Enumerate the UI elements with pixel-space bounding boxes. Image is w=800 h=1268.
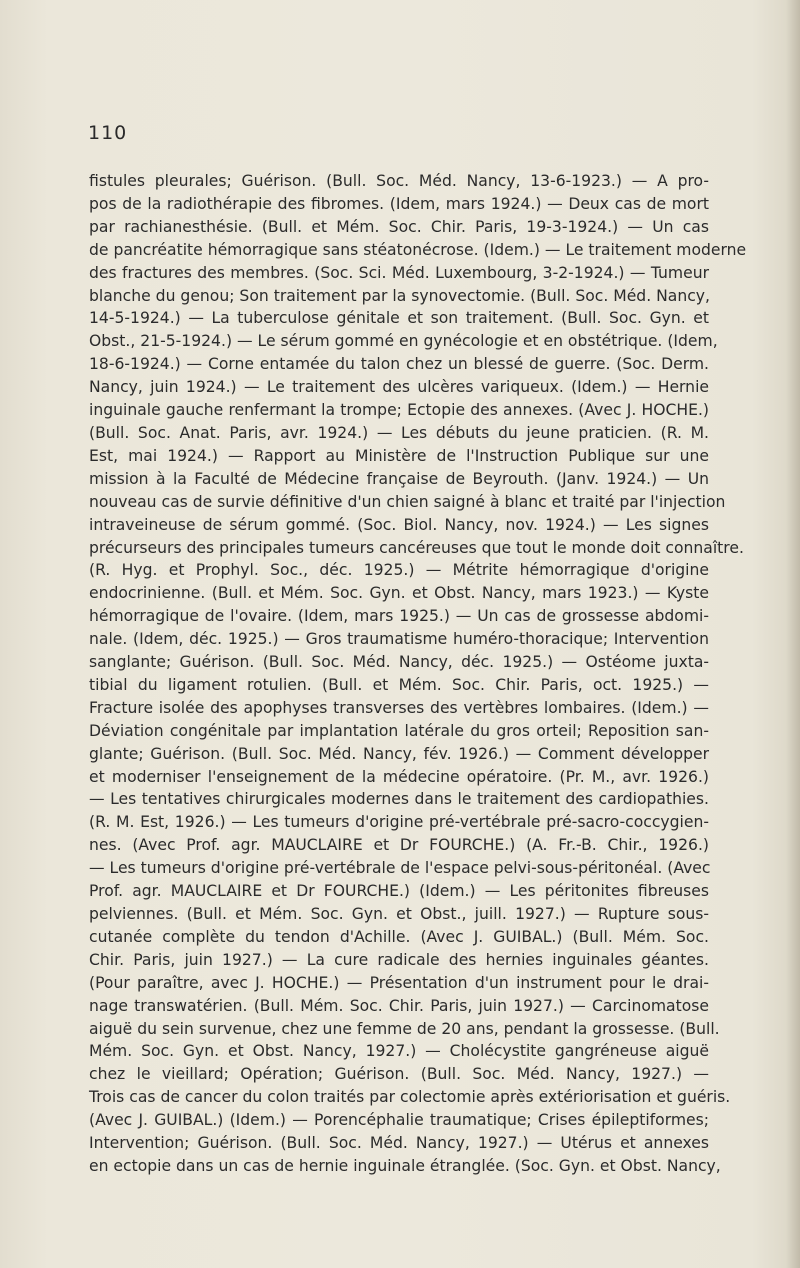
text-line: cutanée complète du tendon d'Achille. (Avec J. GUIBAL.) (Bull. Mém. Soc. xyxy=(89,927,709,946)
text-line: (Pour paraître, avec J. HOCHE.) — Présentation d'un instrument pour le drai- xyxy=(89,973,709,992)
text-line: de pancréatite hémorragique sans stéatonécrose. (Idem.) — Le traitement moderne xyxy=(89,240,747,259)
text-line: intraveineuse de sérum gommé. (Soc. Biol. Nancy, nov. 1924.) — Les signes xyxy=(89,515,709,534)
text-line: Nancy, juin 1924.) — Le traitement des ulcères variqueux. (Idem.) — Hernie xyxy=(89,378,709,397)
text-line: (R. Hyg. et Prophyl. Soc., déc. 1925.) — Métrite hémorragique d'origine xyxy=(89,561,709,580)
text-line: blanche du genou; Son traitement par la synovectomie. (Bull. Soc. Méd. Nancy, xyxy=(89,286,710,305)
text-line: mission à la Faculté de Médecine française de Beyrouth. (Janv. 1924.) — Un xyxy=(89,469,709,488)
text-line: pos de la radiothérapie des fibromes. (Idem, mars 1924.) — Deux cas de mort xyxy=(89,194,709,213)
text-line: tibial du ligament rotulien. (Bull. et Mém. Soc. Chir. Paris, oct. 1925.) — xyxy=(89,675,709,694)
text-line: sanglante; Guérison. (Bull. Soc. Méd. Nancy, déc. 1925.) — Ostéome juxta- xyxy=(89,653,709,672)
text-line: et moderniser l'enseignement de la médecine opératoire. (Pr. M., avr. 1926.) xyxy=(89,767,709,786)
page-edge-shadow xyxy=(786,0,800,1268)
text-line: (Bull. Soc. Anat. Paris, avr. 1924.) — Les débuts du jeune praticien. (R. M. xyxy=(89,423,709,442)
text-line: — Les tentatives chirurgicales modernes dans le traitement des cardiopathies. xyxy=(89,790,709,809)
page-number: 110 xyxy=(88,122,128,144)
text-line: nale. (Idem, déc. 1925.) — Gros traumatisme huméro-thoracique; Intervention xyxy=(89,630,709,649)
text-line: glante; Guérison. (Bull. Soc. Méd. Nancy, fév. 1926.) — Comment développer xyxy=(89,744,709,763)
text-line: 18-6-1924.) — Corne entamée du talon chez un blessé de guerre. (Soc. Derm. xyxy=(89,355,709,374)
text-line: Mém. Soc. Gyn. et Obst. Nancy, 1927.) — Cholécystite gangréneuse aiguë xyxy=(89,1042,709,1061)
text-line: endocrinienne. (Bull. et Mém. Soc. Gyn. et Obst. Nancy, mars 1923.) — Kyste xyxy=(89,584,709,603)
text-line: Trois cas de cancer du colon traités par colectomie après extériorisation et guéris. xyxy=(89,1088,731,1107)
text-line: Fracture isolée des apophyses transverses des vertèbres lombaires. (Idem.) — xyxy=(89,698,709,717)
text-line: pelviennes. (Bull. et Mém. Soc. Gyn. et Obst., juill. 1927.) — Rupture sous- xyxy=(89,905,709,923)
text-line: chez le vieillard; Opération; Guérison. (Bull. Soc. Méd. Nancy, 1927.) — xyxy=(89,1065,709,1084)
text-line: (R. M. Est, 1926.) — Les tumeurs d'origine pré-vertébrale pré-sacro-coccygien- xyxy=(89,813,709,832)
text-line: Est, mai 1924.) — Rapport au Ministère de l'Instruction Publique sur une xyxy=(89,446,709,465)
text-line: 14-5-1924.) — La tuberculose génitale et son traitement. (Bull. Soc. Gyn. et xyxy=(89,309,709,328)
text-line: aiguë du sein survenue, chez une femme de 20 ans, pendant la grossesse. (Bull. xyxy=(89,1019,720,1038)
text-line: précurseurs des principales tumeurs cancéreuses que tout le monde doit connaître. xyxy=(89,538,744,557)
text-line: — Les tumeurs d'origine pré-vertébrale de l'espace pelvi-sous-péritonéal. (Avec xyxy=(89,859,711,878)
text-line: fistules pleurales; Guérison. (Bull. Soc. Méd. Nancy, 13-6-1923.) — A pro- xyxy=(89,172,709,190)
text-line: Obst., 21-5-1924.) — Le sérum gommé en gynécologie et en obstétrique. (Idem, xyxy=(89,332,718,351)
bibliography-paragraph xyxy=(89,170,747,1178)
text-line: Intervention; Guérison. (Bull. Soc. Méd. Nancy, 1927.) — Utérus et annexes xyxy=(89,1134,709,1153)
text-line: Déviation congénitale par implantation latérale du gros orteil; Reposition san- xyxy=(89,721,709,740)
text-line: Chir. Paris, juin 1927.) — La cure radicale des hernies inguinales géantes. xyxy=(89,950,709,969)
text-line: par rachianesthésie. (Bull. et Mém. Soc. Chir. Paris, 19-3-1924.) — Un cas xyxy=(89,217,709,236)
text-line: des fractures des membres. (Soc. Sci. Méd. Luxembourg, 3-2-1924.) — Tumeur xyxy=(89,263,709,282)
text-line: nouveau cas de survie définitive d'un chien saigné à blanc et traité par l'injection xyxy=(89,492,726,511)
text-line: (Avec J. GUIBAL.) (Idem.) — Porencéphalie traumatique; Crises épileptiformes; xyxy=(89,1111,709,1130)
text-line: nage transwatérien. (Bull. Mém. Soc. Chir. Paris, juin 1927.) — Carcinomatose xyxy=(89,996,709,1015)
text-line: en ectopie dans un cas de hernie inguinale étranglée. (Soc. Gyn. et Obst. Nancy, xyxy=(89,1156,721,1175)
text-line: hémorragique de l'ovaire. (Idem, mars 1925.) — Un cas de grossesse abdomi- xyxy=(89,607,709,626)
text-line: inguinale gauche renfermant la trompe; Ectopie des annexes. (Avec J. HOCHE.) xyxy=(89,401,709,420)
text-line: Prof. agr. MAUCLAIRE et Dr FOURCHE.) (Idem.) — Les péritonites fibreuses xyxy=(89,882,709,901)
text-line: nes. (Avec Prof. agr. MAUCLAIRE et Dr FOURCHE.) (A. Fr.-B. Chir., 1926.) xyxy=(89,836,709,855)
